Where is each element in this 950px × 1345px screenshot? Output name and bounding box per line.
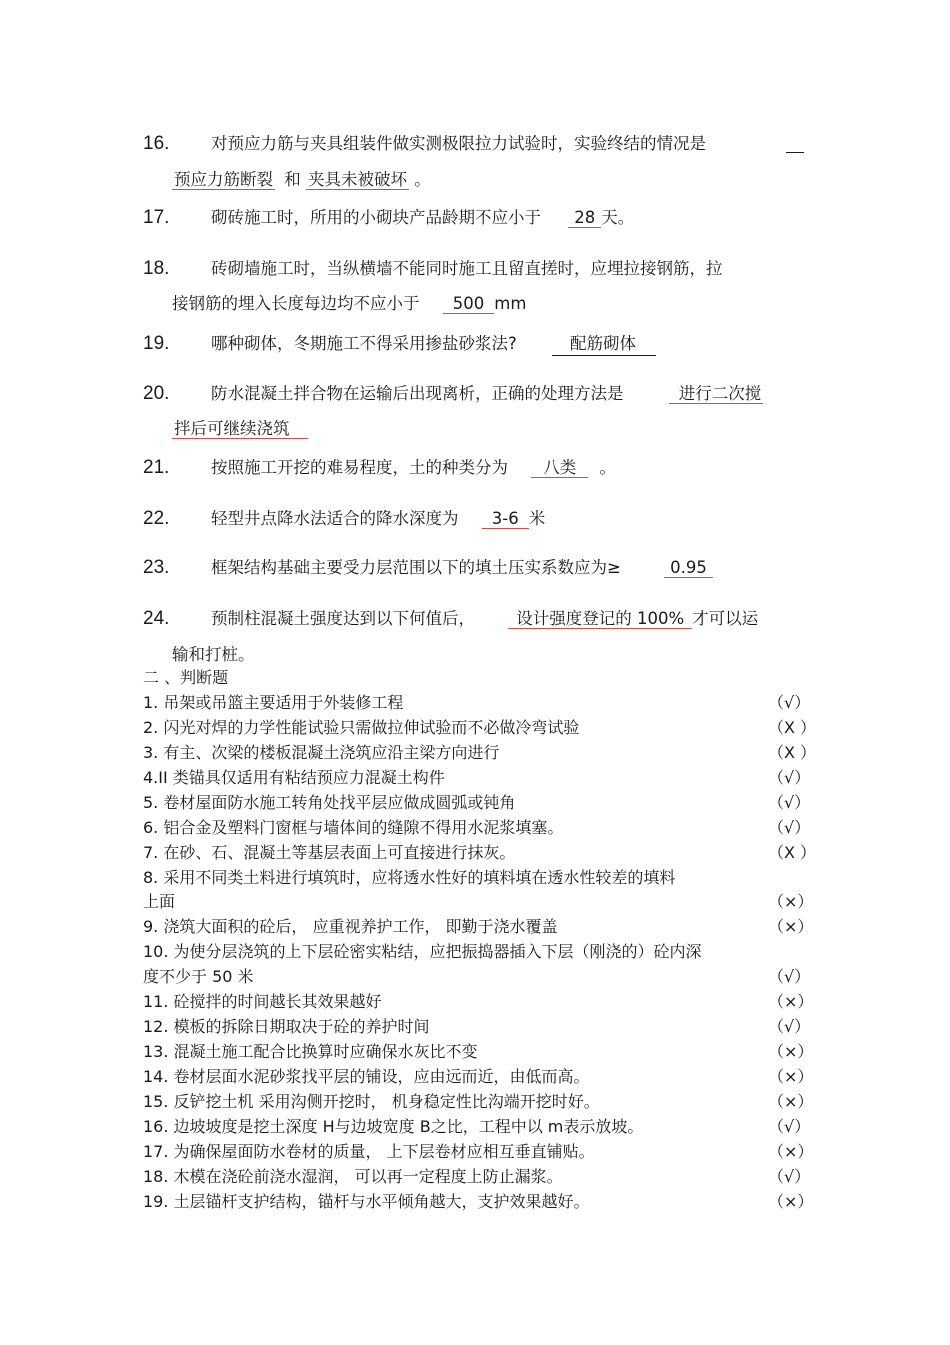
question-stem: 砌砖施工时，所用的小砌块产品龄期不应小于 xyxy=(211,208,541,227)
section-heading: 二 、判断题 xyxy=(143,668,229,687)
question-number: 20. xyxy=(143,383,170,404)
question-number: 19. xyxy=(143,333,170,354)
question-stem: 轻型井点降水法适合的降水深度为 xyxy=(211,509,459,528)
judge-mark: （×） xyxy=(768,992,814,1011)
question-stem: 预制柱混凝土强度达到以下何值后， xyxy=(211,609,475,628)
answer-blank: 500 xyxy=(443,294,495,314)
judge-item: 12. 模板的拆除日期取决于砼的养护时间 xyxy=(143,1017,430,1036)
blank-line xyxy=(786,152,804,153)
judge-item: 16. 边坡坡度是挖土深度 H与边坡宽度 B之比，工程中以 m表示放坡。 xyxy=(143,1117,644,1136)
judge-item-cont: 度不少于 50 米 xyxy=(143,967,254,986)
question-stem: 框架结构基础主要受力层范围以下的填土压实系数应为≥ xyxy=(211,558,621,577)
judge-mark: （√） xyxy=(768,1167,811,1186)
question-number: 23. xyxy=(143,557,170,578)
judge-mark: （√） xyxy=(768,1017,811,1036)
question-text-cont xyxy=(172,418,308,440)
question-stem: 砖砌墙施工时，当纵横墙不能同时施工且留直搓时，应埋拉接钢筋，拉 xyxy=(211,259,723,278)
question-text xyxy=(211,557,713,579)
answer-blank: 八类 xyxy=(531,458,588,478)
question-stem: 防水混凝土拌合物在运输后出现离析，正确的处理方法是 xyxy=(211,384,624,403)
judge-item: 19. 土层锚杆支护结构，锚杆与水平倾角越大，支护效果越好。 xyxy=(143,1192,590,1211)
judge-mark: （×） xyxy=(768,1142,814,1161)
judge-item: 18. 木模在浇砼前浇水湿润， 可以再一定程度上防止漏浆。 xyxy=(143,1167,563,1186)
judge-item: 4.II 类锚具仅适用有粘结预应力混凝土构件 xyxy=(143,768,445,787)
answer-blank: 设计强度登记的 100% xyxy=(508,609,692,629)
question-text-cont xyxy=(172,644,255,666)
question-number: 21. xyxy=(143,457,170,478)
judge-item: 17. 为确保屋面防水卷材的质量， 上下层卷材应相互垂直铺贴。 xyxy=(143,1142,595,1161)
judge-mark: （×） xyxy=(768,892,814,911)
judge-mark: （X ） xyxy=(768,718,817,737)
judge-mark: （√） xyxy=(768,1117,811,1136)
answer-blank: 进行二次搅 xyxy=(669,384,764,404)
question-stem: 哪种砌体，冬期施工不得采用掺盐砂浆法? xyxy=(211,334,517,353)
question-text xyxy=(211,608,758,630)
judge-item: 7. 在砂、石、混凝土等基层表面上可直接进行抹灰。 xyxy=(143,843,516,862)
judge-mark: （X ） xyxy=(768,743,817,762)
judge-item: 6. 铝合金及塑料门窗框与墙体间的缝隙不得用水泥浆填塞。 xyxy=(143,818,564,837)
question-end: 。 xyxy=(599,458,616,477)
judge-item: 1. 吊架或吊篮主要适用于外装修工程 xyxy=(143,693,404,712)
judge-item: 3. 有主、次梁的楼板混凝土浇筑应沿主梁方向进行 xyxy=(143,743,500,762)
judge-item: 13. 混凝土施工配合比换算时应确保水灰比不变 xyxy=(143,1042,478,1061)
question-stem-cont: 输和打桩。 xyxy=(172,645,255,664)
judge-mark: （√） xyxy=(768,793,811,812)
question-text xyxy=(211,258,723,280)
question-text xyxy=(211,508,545,530)
judge-mark: （×） xyxy=(768,917,814,936)
judge-mark: （×） xyxy=(768,1042,814,1061)
question-stem: 对预应力筋与夹具组装件做实测极限拉力试验时，实验终结的情况是 xyxy=(211,134,706,153)
question-text-cont xyxy=(172,293,526,315)
judge-item: 14. 卷材层面水泥砂浆找平层的铺设，应由远而近，由低而高。 xyxy=(143,1067,590,1086)
judge-mark: （√） xyxy=(768,693,811,712)
judge-item: 10. 为使分层浇筑的上下层砼密实粘结，应把振捣器插入下层（刚浇的）砼内深 xyxy=(143,942,702,961)
question-connector: 和 xyxy=(284,170,301,189)
judge-mark: （×） xyxy=(768,1192,814,1211)
judge-mark: （√） xyxy=(768,967,811,986)
answer-blank: 夹具未被破坏 xyxy=(308,170,407,189)
judge-mark: （X ） xyxy=(768,843,817,862)
answer-blank: 配筋砌体 xyxy=(552,333,656,356)
judge-mark: （×） xyxy=(768,1092,814,1111)
question-text xyxy=(211,133,706,155)
judge-item: 8. 采用不同类土料进行填筑时，应将透水性好的填料填在透水性较差的填料 xyxy=(143,868,676,887)
answer-blank: 28 xyxy=(568,208,601,228)
judge-mark: （√） xyxy=(768,818,811,837)
judge-item: 15. 反铲挖土机 采用沟侧开挖时， 机身稳定性比沟端开挖时好。 xyxy=(143,1092,600,1111)
answer-blank-cont: 拌后可继续浇筑 xyxy=(172,419,308,439)
question-number: 18. xyxy=(143,258,170,279)
question-number: 22. xyxy=(143,508,170,529)
question-text xyxy=(211,457,616,479)
judge-mark: （√） xyxy=(768,768,811,787)
question-text xyxy=(211,383,763,405)
judge-item: 2. 闪光对焊的力学性能试验只需做拉伸试验而不必做冷弯试验 xyxy=(143,718,580,737)
question-number: 24. xyxy=(143,608,170,629)
question-text xyxy=(211,333,656,356)
question-number: 17. xyxy=(143,207,170,228)
answer-blank: 0.95 xyxy=(664,558,713,578)
judge-mark: （×） xyxy=(768,1067,814,1086)
judge-item: 5. 卷材屋面防水施工转角处找平层应做成圆弧或钝角 xyxy=(143,793,516,812)
answer-blank: 3-6 xyxy=(482,509,529,529)
judge-item: 9. 浇筑大面积的砼后， 应重视养护工作， 即勤于浇水覆盖 xyxy=(143,917,558,936)
question-stem: 按照施工开挖的难易程度，土的种类分为 xyxy=(211,458,508,477)
question-end: 。 xyxy=(414,170,431,189)
answer-blank: 预应力筋断裂 xyxy=(174,170,273,189)
question-text-cont xyxy=(172,169,431,191)
question-unit: mm xyxy=(494,294,527,313)
question-text xyxy=(211,207,634,229)
question-end: 才可以运 xyxy=(692,609,759,628)
question-number: 16. xyxy=(143,133,170,154)
question-unit: 米 xyxy=(528,509,546,528)
question-stem-cont: 接钢筋的埋入长度每边均不应小于 xyxy=(172,294,420,313)
judge-item: 11. 砼搅拌的时间越长其效果越好 xyxy=(143,992,382,1011)
judge-item-cont: 上面 xyxy=(143,892,176,911)
question-end: 天。 xyxy=(601,208,635,227)
